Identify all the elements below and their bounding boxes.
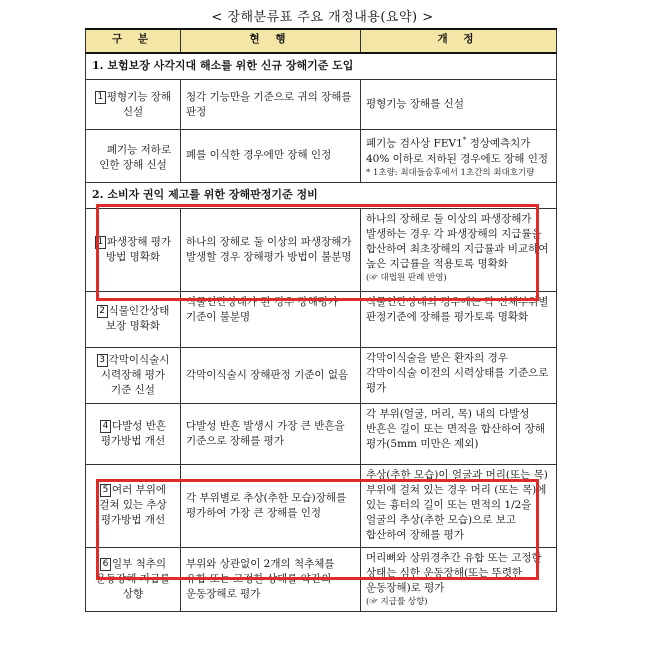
item-number-box: 4 [100,420,111,433]
category-text: 여러 부위에 걸쳐 있는 추상 평가방법 개선 [99,484,167,526]
footnote-text: * 1초량: 최대들숨후에서 1초간의 최대호기량 [366,167,535,178]
revised-text: 하나의 장해로 둘 이상의 파생장해가 발생하는 경우 각 파생장해의 지급률을 합산하여 최초장해의 지급률과 비교하여 높은 지급률을 적용토록 명확화 [366,212,549,270]
revised-text-a: 폐기능 검사상 FEV1 [366,137,463,150]
current-cell: 식물인간상태가 된 경우 장해평가 기준이 불분명 [181,291,361,347]
current-cell: 각막이식술시 장해판정 기준이 없음 [181,347,361,403]
current-cell: 청각 기능만을 기준으로 귀의 장해를 판정 [181,80,361,130]
revised-cell: 식물인간상태의 경우에는 각 신체부위별 판정기준에 장해를 평가토록 명확화 [361,291,557,347]
item-number-box: 6 [100,558,111,571]
item-number-box: 1 [95,91,106,104]
document-title: < 장해분류표 주요 개정내용(요약) > [211,10,434,25]
table-row [86,347,557,403]
revised-text: 머리뼈와 상위경추간 유합 또는 고정한 상태는 심한 운동장해(또는 뚜렷한 운동장해)로 평가 [366,551,542,594]
revised-cell: 평형기능 장해를 신설 [361,80,557,130]
category-text: 폐기능 저하로 인한 장해 신설 [99,143,172,171]
current-cell: 폐를 이식한 경우에만 장해 인정 [181,130,361,183]
category-cell [86,347,181,403]
category-cell [86,403,181,464]
revised-cell [361,130,557,183]
revised-cell: 추상(추한 모습)이 얼굴과 머리(또는 목) 부위에 걸쳐 있는 경우 머리 (또는 목)에 있는 흉터의 길이 또는 면적의 1/2을 얼굴의 추상(추한 모습)으로 보고 합산하여 장해를 평가 [361,464,557,547]
table-row [86,208,557,291]
category-text: 다발성 반흔 평가방법 개선 [100,419,167,447]
current-cell: 부위와 상관없이 2개의 척추체를 유합 또는 고정한 상태를 약간의 운동장해로 평가 [181,547,361,611]
revised-cell: 각 부위(얼굴, 머리, 목) 내의 다발성 반흔은 길이 또는 면적을 합산하여 장해 평가(5mm 미만은 제외) [361,403,557,464]
section-1-label: 1. 보험보장 사각지대 해소를 위한 신규 장해기준 도입 [86,53,557,80]
category-text: 각막이식술시 시력장해 평가 기준 신설 [100,353,170,396]
category-cell [86,547,181,611]
footnote-mark: * [462,136,467,144]
table-row [86,80,557,130]
section-1-row [86,53,557,80]
category-text: 일부 척추의 운동장해 지급률 상향 [95,557,171,600]
revised-text-b: 정상예측치가 40% 이하로 저하된 경우에도 장해 인정 [366,137,549,165]
section-2-label: 2. 소비자 권익 제고를 위한 장해판정기준 정비 [86,182,557,208]
item-number-box: 2 [97,305,108,318]
category-cell [86,464,181,547]
category-cell [86,291,181,347]
header-current: 현 행 [181,29,361,53]
category-cell [86,130,181,183]
header-row [86,29,557,53]
category-text: 파생장해 평가 방법 명확화 [105,235,172,263]
item-number-box: 1 [95,236,106,249]
table-row [86,403,557,464]
category-cell [86,208,181,291]
revised-note: (☞ 대법원 판례 반영) [366,272,447,283]
category-cell [86,80,181,130]
item-number-box: 3 [97,354,108,367]
current-cell: 하나의 장해로 둘 이상의 파생장해가 발생할 경우 장해평가 방법이 불분명 [181,208,361,291]
revised-cell: 각막이식술을 받은 환자의 경우 각막이식술 이전의 시력상태를 기준으로 평가 [361,347,557,403]
table-row [86,547,557,611]
category-text: 평형기능 장해 신설 [106,90,172,118]
header-revised: 개 정 [361,29,557,53]
table-row [86,130,557,183]
category-text: 식물인간상태 보장 명확화 [105,305,170,332]
current-cell: 각 부위별로 추상(추한 모습)장해를 평가하여 가장 큰 장해를 인정 [181,464,361,547]
header-category: 구 분 [86,29,181,53]
item-number-box: 5 [100,484,111,497]
section-2-row [86,182,557,208]
table-row [86,291,557,347]
current-cell: 다발성 반흔 발생시 가장 큰 반흔을 기준으로 장해를 평가 [181,403,361,464]
revised-note: (☞ 지급률 상향) [366,596,428,607]
revised-cell [361,208,557,291]
revised-cell [361,547,557,611]
table-row [86,464,557,547]
revision-summary-table [85,28,556,612]
